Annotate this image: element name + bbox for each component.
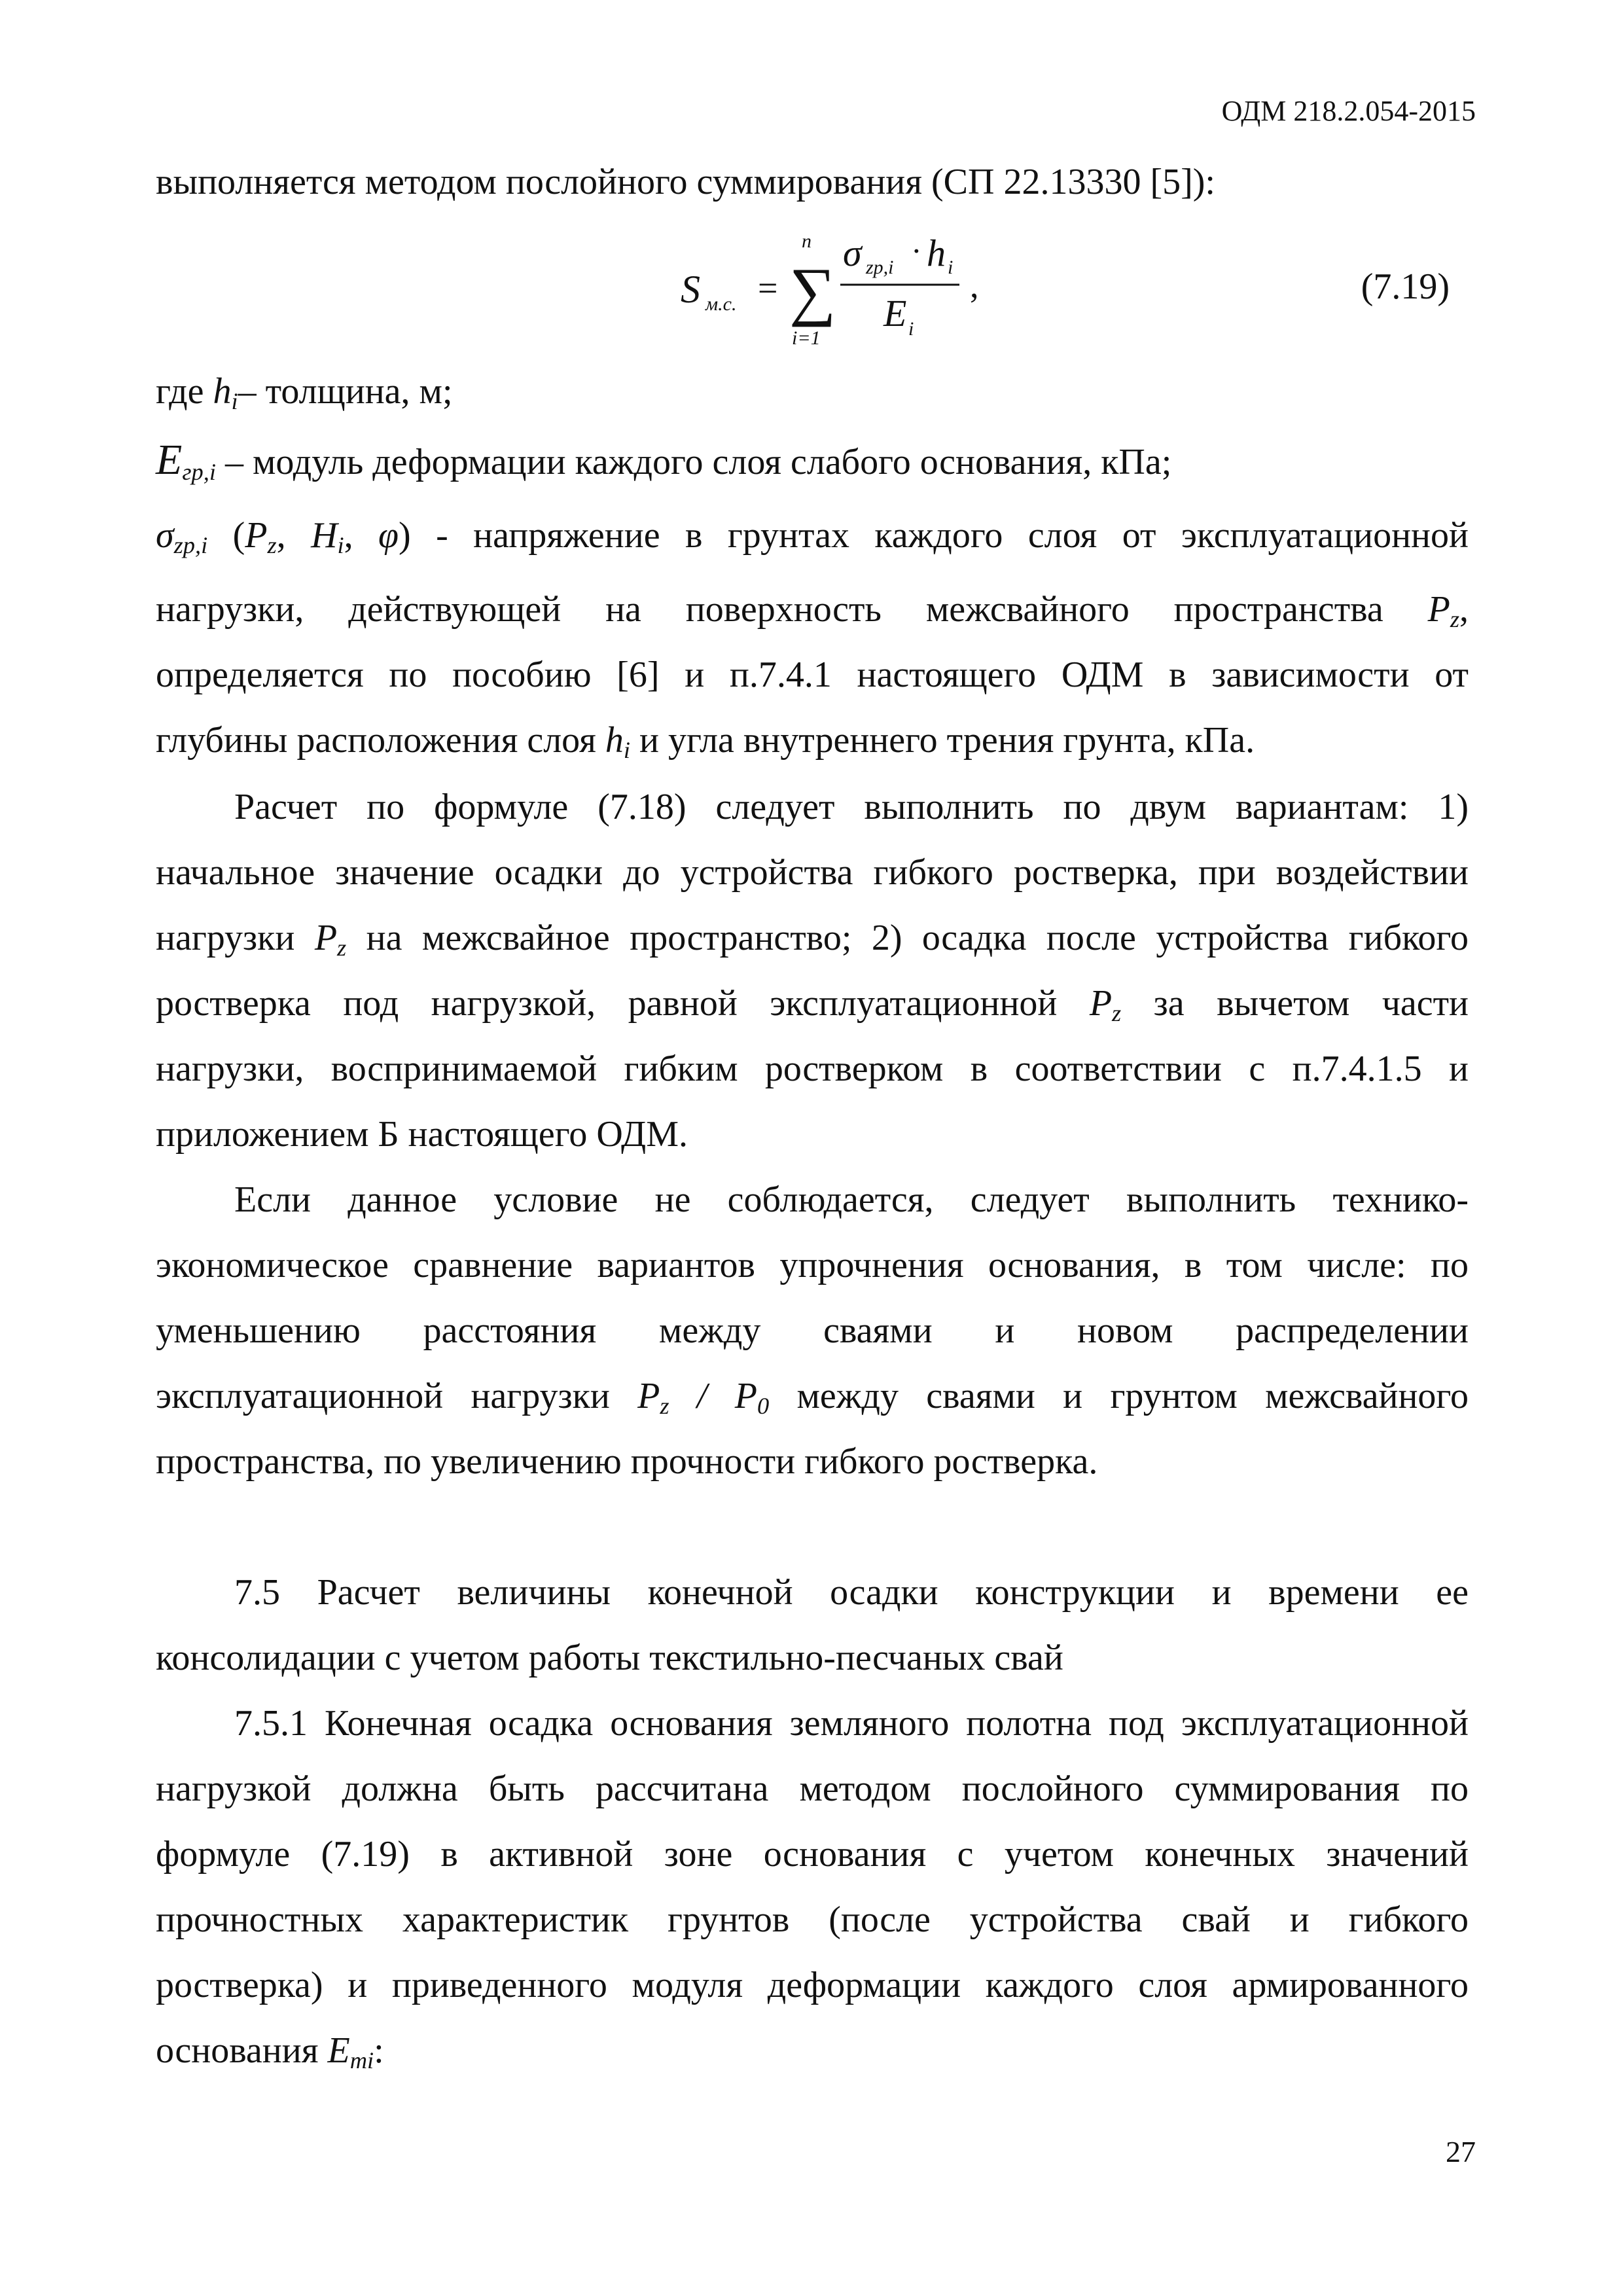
- para-if-line-4: эксплуатационной нагрузки $P_z / P_0$ между сваями и грунтом межсвайного: [156, 1376, 1469, 1420]
- formula-lhs-S: S: [681, 268, 700, 311]
- document-code: ОДМ 218.2.054-2015: [1221, 95, 1476, 127]
- formula-trailing-comma: ,: [970, 266, 979, 305]
- para-7-5-1-line-2: нагрузкой должна быть рассчитана методом послойного суммирования по: [156, 1768, 1469, 1809]
- formula-num-sigma-sub: zp,i: [866, 257, 894, 278]
- formula-equals: =: [758, 268, 778, 308]
- para-7-5-1-line-3: формуле (7.19) в активной зоне основания с учетом конечных значений: [156, 1834, 1469, 1874]
- formula-sum-upper: n: [802, 230, 812, 252]
- symbol-h: h: [213, 371, 232, 412]
- equation-number: (7.19): [1361, 266, 1450, 307]
- definition-sigma-line-1: $\sigma_{zp,i}$ ($P_z$, $H_i$, φ) - напряжение в грунтах каждого слоя от эксплуатационной: [156, 515, 1469, 559]
- formula-num-h: h: [927, 232, 946, 274]
- formula-sum-lower: i=1: [792, 327, 821, 349]
- formula-7-19: [668, 229, 1034, 353]
- intro-line: выполняется методом послойного суммирования (СП 22.13330 [5]):: [156, 162, 1215, 202]
- definition-sigma-line-3: определяется по пособию [6] и п.7.4.1 настоящего ОДМ в зависимости от: [156, 655, 1469, 695]
- definition-h: где $h_i-$ толщина, м;: [156, 371, 453, 415]
- para-calc-line-5: нагрузки, воспринимаемой гибким ростверком в соответствии с п.7.4.1.5 и: [156, 1049, 1469, 1089]
- definition-sigma-line-4: глубины расположения слоя $h_i$ и угла внутреннего трения грунта, кПа.: [156, 720, 1255, 764]
- para-if-line-2: экономическое сравнение вариантов упрочнения основания, в том числе: по: [156, 1245, 1469, 1285]
- para-calc-line-6: приложением Б настоящего ОДМ.: [156, 1114, 688, 1155]
- formula-den-E: E: [883, 292, 907, 334]
- formula-num-h-sub: i: [948, 257, 954, 278]
- definition-E: $E_{гр,i}$ – модуль деформации каждого слоя слабого основания, кПа;: [156, 436, 1172, 486]
- para-calc-line-1: Расчет по формуле (7.18) следует выполнить по двум вариантам: 1): [234, 787, 1469, 827]
- para-7-5-1-line-5: ростверка) и приведенного модуля деформации каждого слоя армированного: [156, 1965, 1469, 2005]
- para-if-line-5: пространства, по увеличению прочности гибкого ростверка.: [156, 1441, 1098, 1482]
- para-calc-line-2: начальное значение осадки до устройства гибкого ростверка, при воздействии: [156, 852, 1469, 893]
- para-7-5-1-line-4: прочностных характеристик грунтов (после устройства свай и гибкого: [156, 1899, 1469, 1940]
- section-7-5-line-2: консолидации с учетом работы текстильно-песчаных свай: [156, 1638, 1063, 1678]
- page-number: 27: [1446, 2135, 1476, 2168]
- para-if-line-3: уменьшению расстояния между сваями и новом распределении: [156, 1310, 1469, 1351]
- symbol-sigma: σ: [156, 515, 174, 556]
- para-calc-line-3: нагрузки $P_z$ на межсвайное пространство; 2) осадка после устройства гибкого: [156, 918, 1469, 961]
- formula-sum-sign: ∑: [789, 255, 836, 327]
- para-7-5-1-line-1: 7.5.1 Конечная осадка основания земляного полотна под эксплуатационной: [234, 1703, 1469, 1744]
- para-calc-line-4: ростверка под нагрузкой, равной эксплуатационной $P_z$ за вычетом части: [156, 983, 1469, 1027]
- formula-num-sigma: σ: [843, 232, 862, 274]
- formula-num-dot: ·: [911, 232, 922, 269]
- symbol-E: E: [156, 436, 183, 484]
- section-7-5-line-1: 7.5 Расчет величины конечной осадки конструкции и времени ее: [234, 1572, 1469, 1613]
- definition-sigma-line-2: нагрузки, действующей на поверхность межсвайного пространства $P_z$,: [156, 589, 1469, 633]
- formula-den-E-sub: i: [908, 318, 914, 340]
- formula-lhs-sub: м.с.: [705, 293, 737, 315]
- para-if-line-1: Если данное условие не соблюдается, следует выполнить технико-: [234, 1179, 1469, 1220]
- para-7-5-1-line-6: основания $E_{mi}$:: [156, 2030, 384, 2074]
